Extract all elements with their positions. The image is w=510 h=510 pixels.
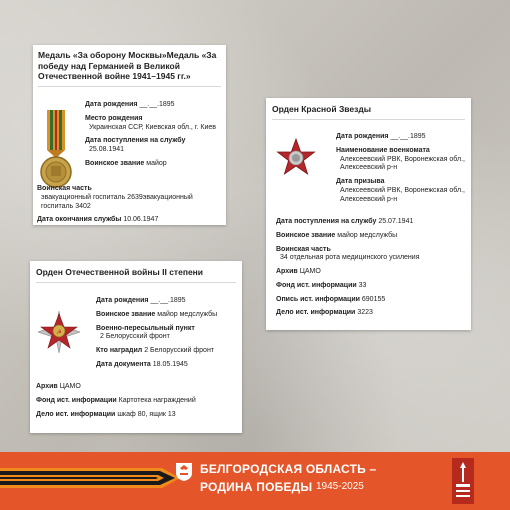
field-label: Дата поступления на службу: [85, 137, 186, 145]
field-value: шкаф 80, ящик 13: [117, 410, 176, 418]
field-value: 34 отдельная рота медицинского усиления: [280, 254, 420, 262]
footer-years: 1945-2025: [316, 481, 364, 492]
footer-title-line2: РОДИНА ПОБЕДЫ: [200, 480, 313, 494]
field-label: Дата призыва: [336, 178, 385, 185]
field-value: ЦАМО: [299, 268, 321, 275]
field-label: Архив: [36, 383, 58, 390]
st-george-ribbon-icon: [0, 458, 182, 498]
field-value: майор: [146, 159, 167, 167]
field-label: Воинская часть: [37, 185, 92, 192]
field-value: 25.08.1941: [89, 146, 125, 153]
field-label: Дата рождения: [85, 101, 138, 108]
footer-banner: [0, 452, 510, 510]
field-label: Воинское звание: [85, 159, 145, 167]
field-value: майор медслужбы: [337, 231, 398, 239]
field-label: Военно-пересыльный пункт: [96, 324, 195, 332]
field-label: Дата рождения: [96, 297, 149, 304]
field-value: 3223: [357, 309, 373, 317]
field-value: 18.05.1945: [152, 360, 188, 368]
field-value: ЦАМО: [59, 383, 81, 390]
field-label: Фонд ист. информации: [276, 281, 357, 289]
field-label: Воинское звание: [96, 310, 156, 318]
belgorod-coat-of-arms-icon: [175, 462, 193, 482]
award-title: Орден Отечественной войны II степени: [36, 267, 236, 283]
field-value: 2 Белорусский фронт: [100, 333, 170, 341]
award-title: Медаль «За оборону Москвы»Медаль «За победу над Германией в Великой Отечественной войне 1941–1945 гг.»: [38, 50, 221, 87]
field-value: __.__.1895: [139, 101, 175, 108]
field-value: майор медслужбы: [157, 310, 218, 318]
field-value: 25.07.1941: [378, 218, 414, 225]
field-value: Картотека награждений: [118, 396, 196, 404]
field-label: Фонд ист. информации: [36, 396, 117, 404]
field-value: __.__.1895: [150, 297, 186, 304]
svg-text:☭: ☭: [56, 329, 62, 336]
field-label: Дата окончания службы: [37, 216, 122, 224]
field-label: Воинское звание: [276, 231, 336, 239]
field-label: Кто наградил: [96, 347, 143, 354]
field-label: Воинская часть: [276, 245, 331, 253]
field-label: Дата поступления на службу: [276, 218, 377, 225]
field-value: Украинская ССР, Киевская обл., г. Киев: [89, 123, 217, 131]
field-label: Место рождения: [85, 114, 143, 122]
patriotic-war-order-icon: [38, 311, 80, 353]
field-value: __.__.1895: [390, 133, 426, 140]
award-title: Орден Красной Звезды: [272, 104, 465, 120]
field-label: Дело ист. информации: [276, 309, 356, 317]
award-card-patriotic-war: [30, 261, 242, 433]
field-label: Дело ист. информации: [36, 410, 116, 418]
award-card-moscow-defense: [33, 45, 226, 225]
field-value: 2 Белорусский фронт: [144, 347, 215, 354]
field-label: Дата рождения: [336, 133, 389, 140]
field-label: Дата документа: [96, 360, 151, 368]
field-value: Алексеевский РВК, Воронежская обл., Алексеевский р-н: [340, 155, 465, 172]
field-value: 10.06.1947: [123, 216, 159, 224]
field-value: Алексеевский РВК, Воронежская обл., Алексеевский р-н: [340, 186, 465, 203]
red-star-order-icon: [276, 138, 316, 178]
field-value: 690155: [361, 295, 386, 303]
field-label: Архив: [276, 268, 298, 275]
field-value: эвакуационный госпиталь 2639эвакуационный госпиталь 3402: [41, 193, 193, 210]
award-card-red-star: [266, 98, 471, 330]
field-label: Опись ист. информации: [276, 295, 360, 303]
victory-logo-icon: [452, 458, 474, 504]
field-label: Наименование военкомата: [336, 146, 430, 154]
footer-title-line1: БЕЛГОРОДСКАЯ ОБЛАСТЬ –: [200, 462, 377, 476]
field-value: 33: [358, 281, 367, 289]
